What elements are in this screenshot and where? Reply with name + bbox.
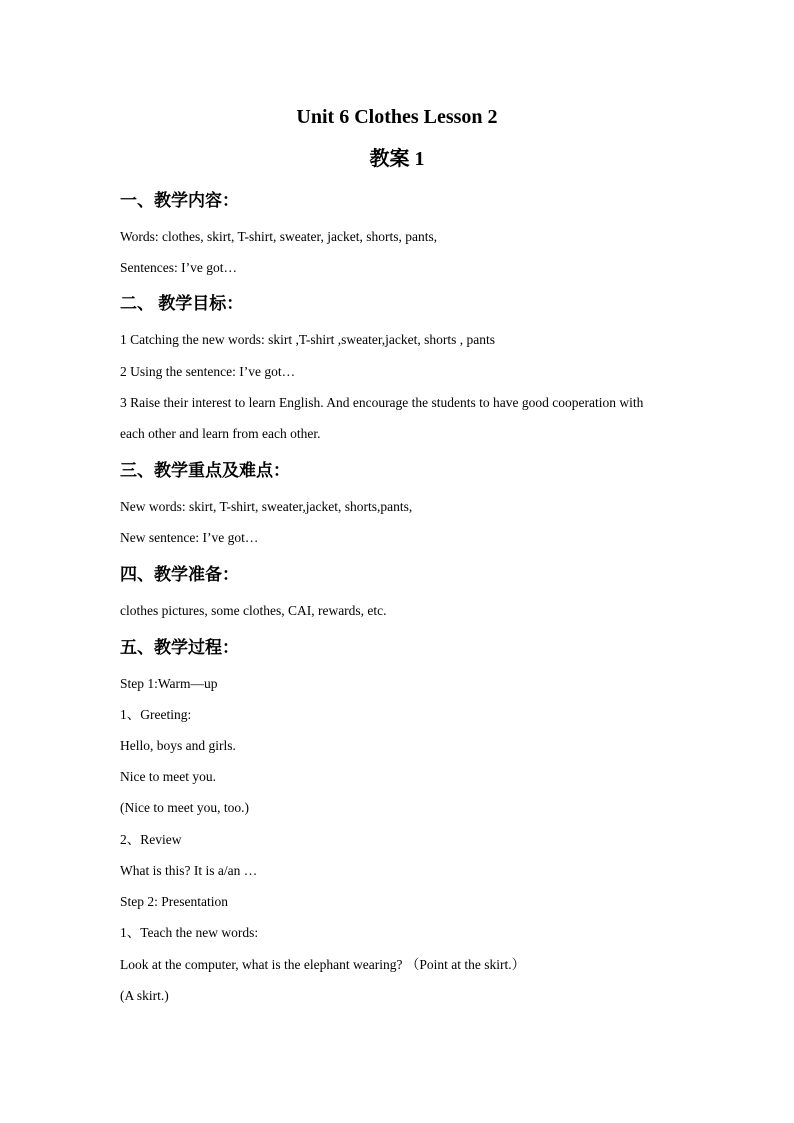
goal-3-line-2: each other and learn from each other. (120, 426, 321, 441)
process-line: Nice to meet you. (120, 769, 216, 784)
process-line: (Nice to meet you, too.) (120, 800, 249, 815)
process-line: Step 1:Warm—up (120, 676, 218, 691)
goal-1: 1 Catching the new words: skirt ,T-shirt ,sweater,jacket, shorts , pants (120, 332, 496, 347)
document-title: Unit 6 Clothes Lesson 2 (296, 106, 498, 128)
section-heading-process: 五、教学过程： (120, 638, 239, 657)
key-points-new-sentence: New sentence: I’ve got… (120, 530, 259, 545)
content-sentences: Sentences: I’ve got… (120, 260, 237, 275)
section-heading-key-points: 三、教学重点及难点： (120, 461, 290, 480)
process-line: Step 2: Presentation (120, 894, 228, 909)
goal-2: 2 Using the sentence: I’ve got… (120, 364, 296, 379)
process-line: 1、Greeting: (120, 707, 192, 722)
preparation-items: clothes pictures, some clothes, CAI, rewards, etc. (120, 603, 387, 618)
process-line: What is this? It is a/an … (120, 863, 258, 878)
section-heading-content: 一、教学内容： (120, 191, 239, 210)
process-line: (A skirt.) (120, 988, 169, 1003)
process-line: 2、Review (120, 832, 182, 847)
process-line: 1、Teach the new words: (120, 925, 259, 940)
section-heading-goals: 二、 教学目标： (120, 294, 244, 313)
process-line: Look at the computer, what is the elephant wearing? （Point at the skirt.） (120, 957, 526, 972)
section-heading-preparation: 四、教学准备： (120, 565, 239, 584)
key-points-new-words: New words: skirt, T-shirt, sweater,jacket, shorts,pants, (120, 499, 413, 514)
content-words: Words: clothes, skirt, T-shirt, sweater, jacket, shorts, pants, (120, 229, 438, 244)
document-subtitle: 教案 1 (369, 148, 425, 170)
goal-3-line-1: 3 Raise their interest to learn English. And encourage the students to have good cooperation with (120, 395, 644, 410)
process-line: Hello, boys and girls. (120, 738, 236, 753)
